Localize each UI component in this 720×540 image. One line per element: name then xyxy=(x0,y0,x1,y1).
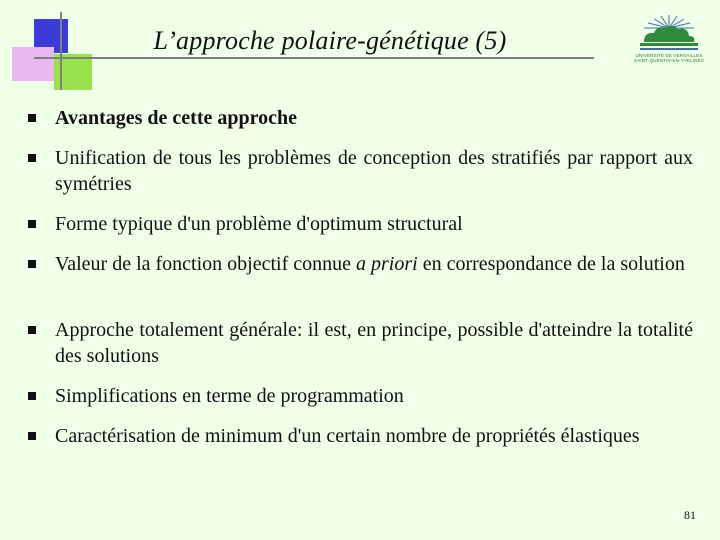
logo-line-1: UNIVERSITÉ DE VERSAILLES xyxy=(635,53,703,58)
university-logo xyxy=(632,12,706,66)
bullet-text: Simplifications en terme de programmation xyxy=(55,385,404,407)
bullet-text-part: Valeur de la fonction objectif connue xyxy=(55,253,356,275)
bullet-text: Avantages de cette approche xyxy=(55,107,297,129)
logo-line-2: SAINT-QUENTIN-EN-YVELINES xyxy=(634,58,704,63)
bullet-square-icon xyxy=(28,432,36,440)
bullet-text: Caractérisation de minimum d'un certain nombre de propriétés élastiques xyxy=(55,425,640,447)
bullet-text-italic: a priori xyxy=(356,253,418,275)
bullet-text: Forme typique d'un problème d'optimum structural xyxy=(55,213,463,235)
logo-emblem-icon xyxy=(632,12,706,52)
bullet-square-icon xyxy=(28,260,36,268)
bullet-square-icon xyxy=(28,326,36,334)
bullet-square-icon xyxy=(28,392,36,400)
logo-caption xyxy=(632,53,706,63)
bullet-text xyxy=(55,251,693,277)
bullet-square-icon xyxy=(28,114,36,122)
slide-title: L’approche polaire-génétique (5) xyxy=(153,26,507,55)
bullet-text: Unification de tous les problèmes de conception des stratifiés par rapport aux symétries xyxy=(55,147,693,195)
bullet-text-part: en correspondance de la solution xyxy=(417,253,685,275)
bullet-square-icon xyxy=(28,220,36,228)
decor-horizontal-line xyxy=(34,57,594,59)
page-number: 81 xyxy=(684,508,696,522)
bullet-text: Approche totalement générale: il est, en principe, possible d'atteindre la totalité des solutions xyxy=(55,319,693,367)
bullet-square-icon xyxy=(28,154,36,162)
